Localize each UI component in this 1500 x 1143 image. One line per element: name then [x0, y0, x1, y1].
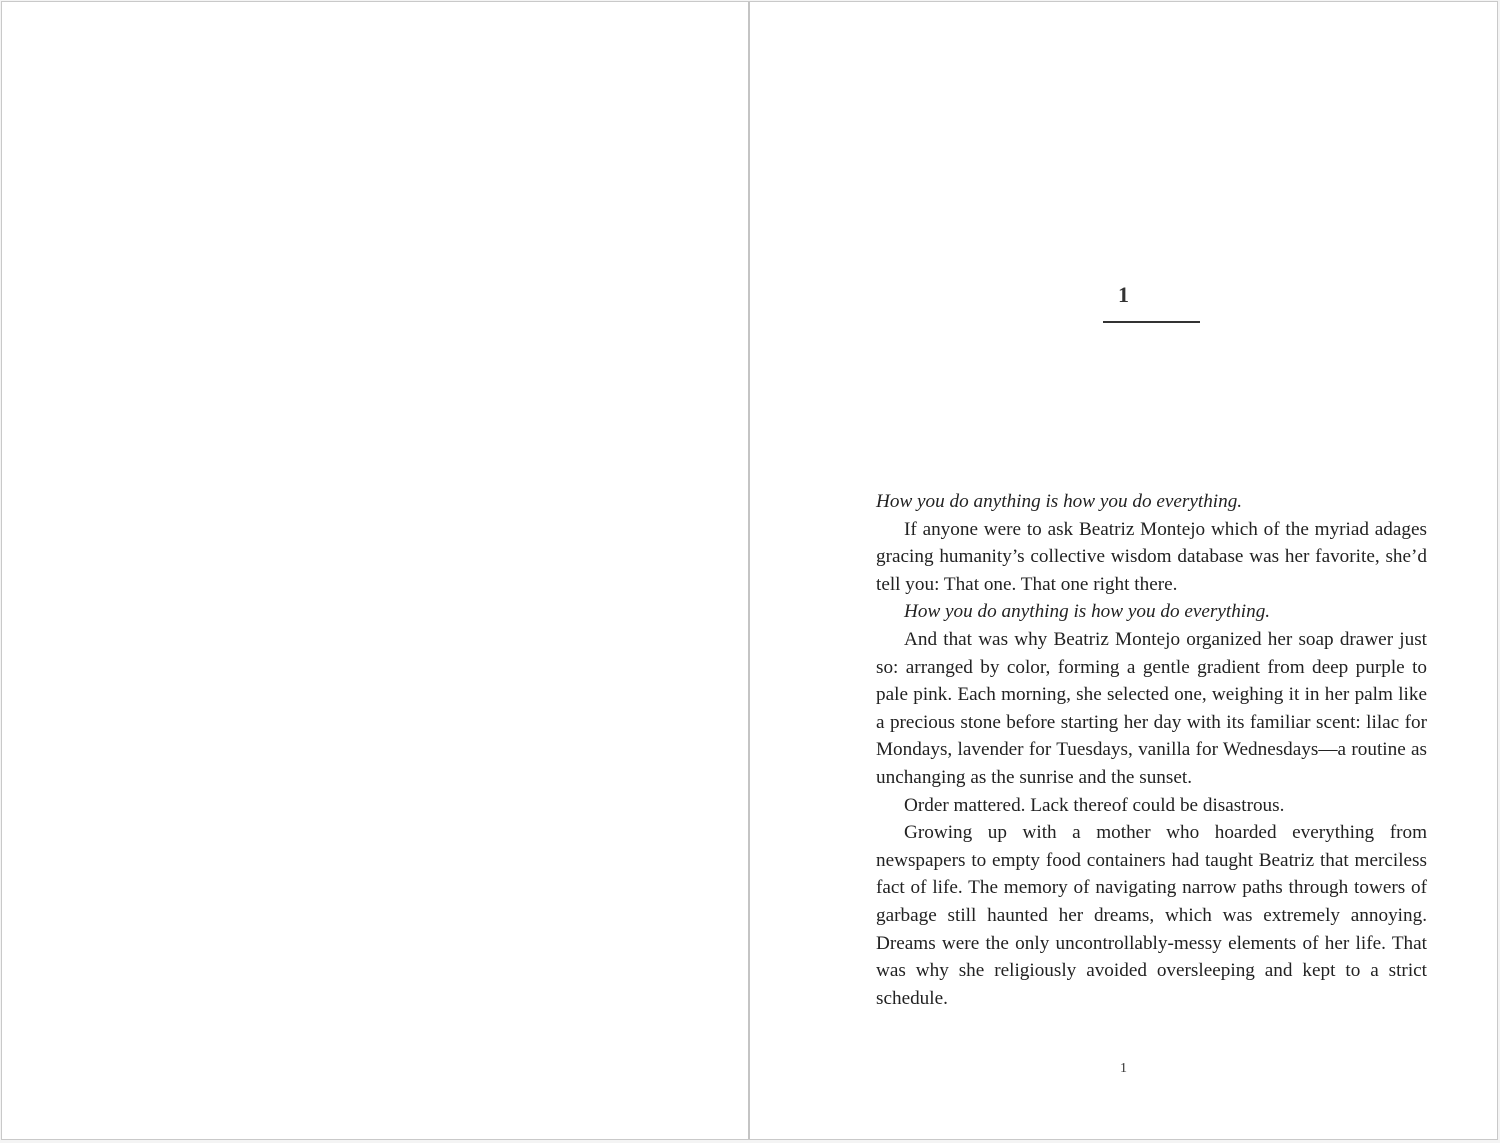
paragraph: Growing up with a mother who hoarded everything from newspapers to empty food containers had taught Beatriz that merciless fact of life. The memory of navigating narrow paths through towers of garbage still haunted her dreams, which was extremely annoying. Dreams were the only uncontrollably-messy elements of her life. That was why she religiously avoided oversleeping and kept to a strict schedule. [876, 822, 1427, 1009]
right-page [750, 2, 1497, 1139]
epigraph-echo: How you do anything is how you do everything. [904, 601, 1271, 623]
book-spread [1, 1, 1498, 1140]
chapter-rule [1103, 321, 1200, 323]
paragraph: If anyone were to ask Beatriz Montejo which of the myriad adages gracing humanity’s collective wisdom database was her favorite, she’d tell you: That one. That one right there. [876, 518, 1427, 595]
chapter-number: 1 [1118, 282, 1129, 307]
epigraph: How you do anything is how you do everything. [876, 491, 1243, 512]
left-page-blank [2, 2, 750, 1139]
page-number: 1 [1120, 1061, 1127, 1076]
paragraph: Order mattered. Lack thereof could be disastrous. [904, 794, 1285, 816]
paragraph: And that was why Beatriz Montejo organized her soap drawer just so: arranged by color, forming a gentle gradient from deep purple to pale pink. Each morning, she selected one, weighing it in her palm like a precious stone before starting her day with its familiar scent: lilac for Mondays, lavender for Tuesdays, vanilla for Wednesdays—a routine as unchanging as the sunrise and the sunset. [876, 628, 1427, 788]
chapter-body [876, 488, 1427, 1012]
